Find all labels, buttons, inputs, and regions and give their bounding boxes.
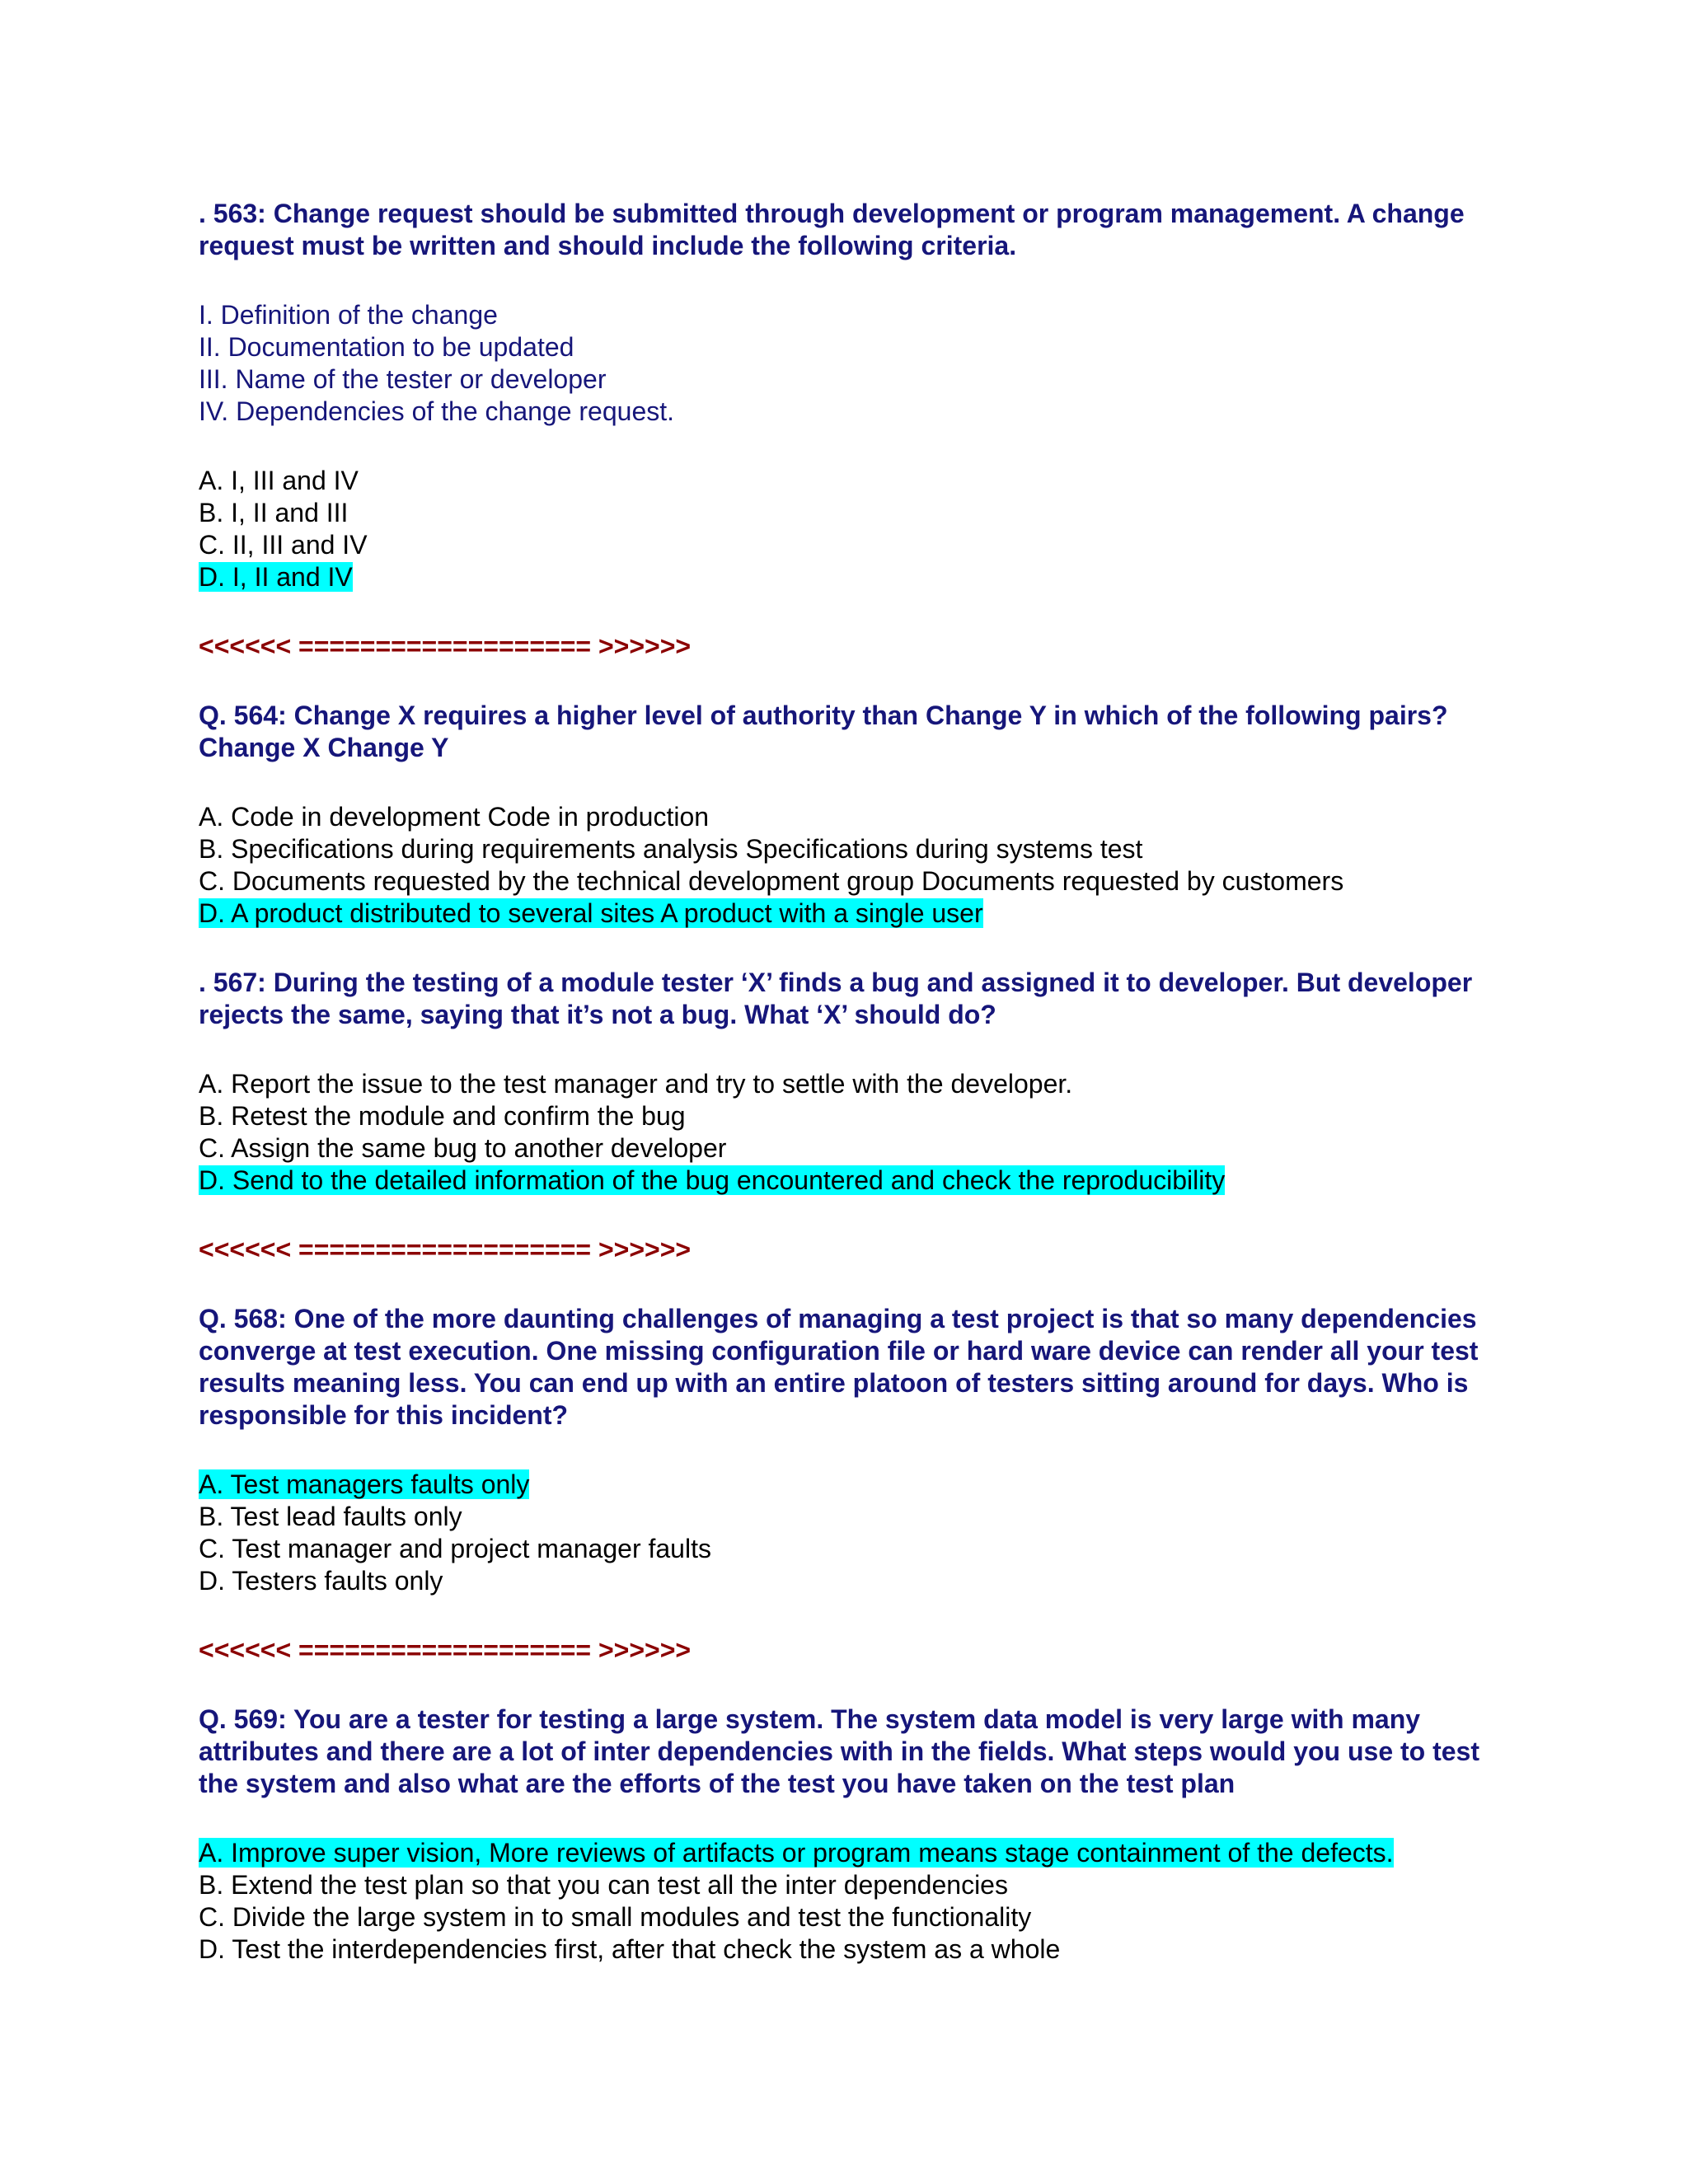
options-list bbox=[199, 1469, 1688, 1597]
question-title: Q. 569: You are a tester for testing a large system. The system data model is very large with many attributes and there are a lot of inter dependencies with in the fields. What steps would you use to test the system and also what are the efforts of the test you have taken on the test plan bbox=[199, 1704, 1479, 1798]
separator: <<<<<< =================== >>>>>> bbox=[199, 1635, 692, 1665]
option-c: C. Documents requested by the technical development group Documents requested by customers bbox=[199, 866, 1344, 896]
option-b: B. Test lead faults only bbox=[199, 1502, 462, 1531]
question-563 bbox=[199, 198, 1688, 593]
option-a: A. I, III and IV bbox=[199, 466, 359, 495]
question-569 bbox=[199, 1704, 1688, 1966]
criteria-list bbox=[199, 299, 1688, 428]
separator: <<<<<< =================== >>>>>> bbox=[199, 631, 692, 661]
options-list bbox=[199, 1837, 1688, 1966]
option-b: B. Extend the test plan so that you can test all the inter dependencies bbox=[199, 1870, 1008, 1900]
question-title: Q. 564: Change X requires a higher level of authority than Change Y in which of the following pairs? Change X Change Y bbox=[199, 701, 1448, 762]
option-b: B. Specifications during requirements analysis Specifications during systems test bbox=[199, 834, 1143, 864]
criteria-item: III. Name of the tester or developer bbox=[199, 364, 607, 394]
option-d-answer: D. A product distributed to several sites A product with a single user bbox=[199, 898, 983, 928]
option-b: B. Retest the module and confirm the bug bbox=[199, 1101, 686, 1131]
option-c: C. II, III and IV bbox=[199, 530, 368, 560]
options-list bbox=[199, 465, 1688, 593]
question-title: . 567: During the testing of a module tester ‘X’ finds a bug and assigned it to developer. But developer rejects the same, saying that it’s not a bug. What ‘X’ should do? bbox=[199, 968, 1473, 1029]
option-a-answer: A. Test managers faults only bbox=[199, 1469, 530, 1499]
option-d: D. Testers faults only bbox=[199, 1566, 443, 1596]
option-d-answer: D. Send to the detailed information of the bug encountered and check the reproducibility bbox=[199, 1165, 1226, 1195]
option-a: A. Code in development Code in production bbox=[199, 802, 710, 832]
option-d-answer: D. I, II and IV bbox=[199, 562, 353, 592]
separator: <<<<<< =================== >>>>>> bbox=[199, 1235, 692, 1264]
options-list bbox=[199, 1068, 1688, 1197]
option-a: A. Report the issue to the test manager and try to settle with the developer. bbox=[199, 1069, 1073, 1099]
option-c: C. Assign the same bug to another developer bbox=[199, 1133, 727, 1163]
question-568 bbox=[199, 1303, 1688, 1597]
option-b: B. I, II and III bbox=[199, 498, 349, 527]
option-c: C. Divide the large system in to small modules and test the functionality bbox=[199, 1902, 1032, 1932]
option-c: C. Test manager and project manager faults bbox=[199, 1534, 711, 1563]
option-a-answer: A. Improve super vision, More reviews of artifacts or program means stage containment of the defects. bbox=[199, 1838, 1394, 1868]
question-567 bbox=[199, 967, 1688, 1197]
options-list bbox=[199, 801, 1688, 930]
option-d: D. Test the interdependencies first, after that check the system as a whole bbox=[199, 1934, 1061, 1964]
criteria-item: I. Definition of the change bbox=[199, 300, 498, 330]
criteria-item: II. Documentation to be updated bbox=[199, 332, 574, 362]
question-title: . 563: Change request should be submitted through development or program management. A change request must be written and should include the following criteria. bbox=[199, 199, 1465, 260]
question-564 bbox=[199, 700, 1688, 930]
criteria-item: IV. Dependencies of the change request. bbox=[199, 396, 675, 426]
question-title: Q. 568: One of the more daunting challenges of managing a test project is that so many dependencies converge at test execution. One missing configuration file or hard ware device can render all your test results meaning less. You can end up with an entire platoon of testers sitting around for days. Who is responsible for this incident? bbox=[199, 1304, 1479, 1430]
